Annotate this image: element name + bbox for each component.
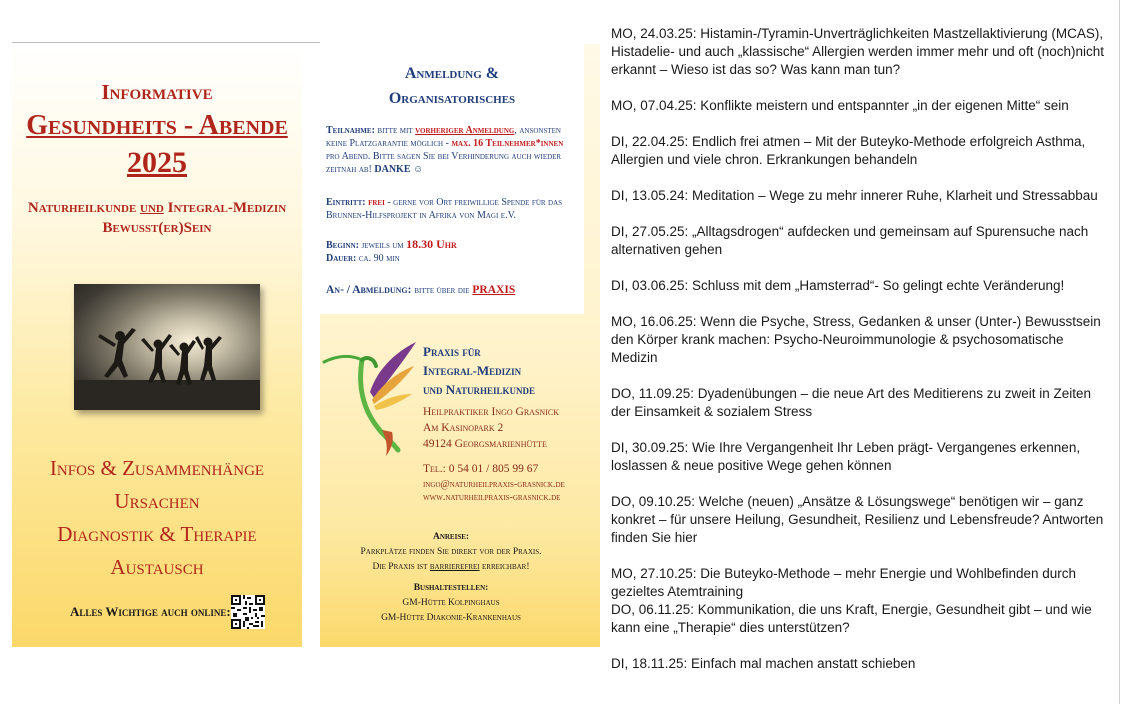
event-item: DI, 18.11.25: Einfach mal machen anstatt schieben	[611, 656, 916, 671]
anreise-barrierefrei: barrierefrei	[429, 562, 480, 572]
registration-box	[320, 44, 584, 314]
eintritt-label: Eintritt:	[326, 197, 366, 208]
abmeldung-paragraph	[326, 284, 578, 297]
subtitle-naturheilkunde: Naturheilkunde	[27, 200, 137, 216]
flyer-inner	[320, 44, 600, 647]
praxis-title-line: Integral-Medizin	[423, 363, 522, 378]
teilnahme-label: Teilnahme:	[326, 125, 375, 136]
teilnahme-text: bitte mit	[377, 125, 413, 136]
event-item: MO, 07.04.25: Konflikte meistern und entspannter „in der eigenen Mitte“ sein	[611, 98, 1069, 113]
praxis-phone: Tel.: 0 54 01 / 805 99 67	[423, 463, 539, 475]
topic-item: Infos & Zusammenhänge	[49, 456, 265, 480]
beginn-label: Beginn:	[326, 240, 359, 251]
flyer-heading-informative: Informative	[101, 80, 213, 104]
praxis-link[interactable]: PRAXIS	[472, 284, 516, 296]
praxis-title	[423, 342, 535, 399]
anreise-line: Parkplätze finden Sie direkt vor der Praxis.	[360, 547, 542, 557]
qr-code-icon	[231, 595, 265, 629]
topic-item: Austausch	[110, 555, 204, 579]
eintritt-text: - gerne vor Ort freiwillige Spende für das Brunnen-Hilfsprojekt in Afrika von Magi e.V.	[326, 197, 563, 221]
event-item: DI, 27.05.25: „Alltagsdrogen“ aufdecken und gemeinsam auf Spurensuche nach alternativen gehen	[611, 224, 1089, 257]
bus-stop: GM-Hütte Diakonie-Krankenhaus	[381, 613, 521, 623]
event-item: MO, 27.10.25: Die Buteyko-Methode – mehr Energie und Wohlbefinden durch gezieltes Atemtraining	[611, 566, 1077, 599]
beginn-text: jeweils um	[361, 240, 404, 251]
praxis-website[interactable]: www.naturheilpraxis-grasnick.de	[423, 492, 561, 503]
anreise-text: Die Praxis ist	[372, 562, 428, 572]
praxis-email[interactable]: ingo@naturheilpraxis-grasnick.de	[423, 479, 565, 490]
teilnahme-text: pro Abend. Bitte sagen Sie bei Verhinderung auch wieder zeitnah ab!	[326, 151, 562, 175]
flyer-topics	[12, 452, 302, 584]
flyer-subtitle-line2: Bewusst(er)Sein	[102, 220, 212, 236]
teilnahme-text: , ansonsten keine Platzgarantie möglich -	[326, 125, 561, 149]
registration-title-line1: Anmeldung &	[404, 65, 500, 82]
flyer-heading-main: Gesundheits - Abende	[26, 110, 288, 141]
event-item: MO, 16.06.25: Wenn die Psyche, Stress, Gedanken & unser (Unter-) Bewusstsein den Körper krank machen: Psycho-Neuroimmunologie & psychosomatische Medizin	[611, 314, 1101, 365]
praxis-title-line: Praxis für	[423, 344, 481, 359]
event-item: DO, 11.09.25: Dyadenübungen – die neue Art des Meditierens zu zweit in Zeiten der Einsamkeit & sozialem Stress	[611, 386, 1092, 419]
subtitle-und: und	[140, 200, 164, 216]
event-list	[611, 25, 1107, 673]
teilnahme-highlight: vorheriger Anmeldung	[415, 125, 515, 136]
flyer-subtitle-line1	[12, 200, 302, 217]
event-item: MO, 24.03.25: Histamin-/Tyramin-Unverträglichkeiten Mastzellaktivierung (MCAS), Histadelie- und auch „klassische“ Allergien werden immer mehr und oft (noch)nicht erkannt – Wieso ist das so? Was kann man tun?	[611, 26, 1104, 77]
teilnahme-max: max. 16 Teilnehmer*innen	[451, 138, 564, 149]
beginn-dauer-paragraph	[326, 238, 578, 265]
event-item: DI, 22.04.25: Endlich frei atmen – Mit der Buteyko-Methode erfolgreich Asthma, Allergien und viele chron. Erkrankungen behandeln	[611, 134, 1086, 167]
eintritt-frei: frei	[368, 197, 385, 208]
beginn-time: 18.30 Uhr	[406, 237, 457, 251]
anreise-section	[320, 530, 582, 626]
online-label: Alles Wichtige auch online:	[70, 604, 231, 619]
silhouettes-jumping-sunset-photo	[74, 284, 260, 410]
dauer-line	[326, 252, 578, 265]
praxis-address	[423, 404, 559, 452]
praxis-contact	[423, 463, 565, 504]
subtitle-integral-medizin: Integral-Medizin	[167, 200, 287, 216]
topic-item: Diagnostik & Therapie	[57, 522, 257, 546]
eintritt-paragraph	[326, 196, 578, 222]
hummingbird-logo-icon	[322, 338, 418, 458]
flyer-cover	[12, 44, 302, 647]
event-item: DI, 03.06.25: Schluss mit dem „Hamsterrad“- So gelingt echte Veränderung!	[611, 278, 1065, 293]
praxis-address-line: 49124 Georgsmarienhütte	[423, 438, 547, 450]
dauer-label: Dauer:	[326, 253, 357, 264]
page-edge	[1119, 0, 1120, 704]
registration-title	[320, 61, 584, 111]
bus-label: Bushaltestellen:	[413, 583, 489, 593]
topic-item: Ursachen	[114, 489, 200, 513]
praxis-title-line: und Naturheilkunde	[423, 382, 535, 397]
anreise-line	[320, 560, 582, 575]
beginn-line	[326, 238, 578, 252]
teilnahme-danke: DANKE ☺	[374, 164, 424, 175]
event-item: DI, 13.05.24: Meditation – Wege zu mehr innerer Ruhe, Klarheit und Stressabbau	[611, 188, 1098, 203]
praxis-address-line: Am Kasinopark 2	[423, 422, 504, 434]
teilnahme-paragraph	[326, 124, 578, 176]
praxis-address-line: Heilpraktiker Ingo Grasnick	[423, 406, 559, 418]
abmeldung-text: bitte über die	[414, 285, 470, 296]
anreise-text: erreichbar!	[482, 562, 530, 572]
registration-title-line2: Organisatorisches	[388, 90, 516, 107]
bus-stop: GM-Hütte Kolpinghaus	[402, 598, 500, 608]
event-item: DO, 06.11.25: Kommunikation, die uns Kraft, Energie, Gesundheit gibt – und wie kann eine „Therapie“ dies unterstützen?	[611, 602, 1092, 635]
event-item: DO, 09.10.25: Welche (neuen) „Ansätze & Lösungswege“ benötigen wir – ganz konkret – für unsere Heilung, Gesundheit, Resilienz und Lebensfreude? Antworten finden Sie hier	[611, 494, 1104, 545]
event-item: DI, 30.09.25: Wie Ihre Vergangenheit Ihr Leben prägt- Vergangenes erkennen, loslassen & neue positive Wege gehen können	[611, 440, 1081, 473]
abmeldung-label: An- / Abmeldung:	[326, 284, 412, 296]
anreise-label: Anreise:	[432, 532, 470, 542]
flyer-heading-year: 2025	[127, 146, 187, 179]
dauer-text: ca. 90 min	[358, 253, 400, 264]
divider-line	[12, 42, 320, 43]
